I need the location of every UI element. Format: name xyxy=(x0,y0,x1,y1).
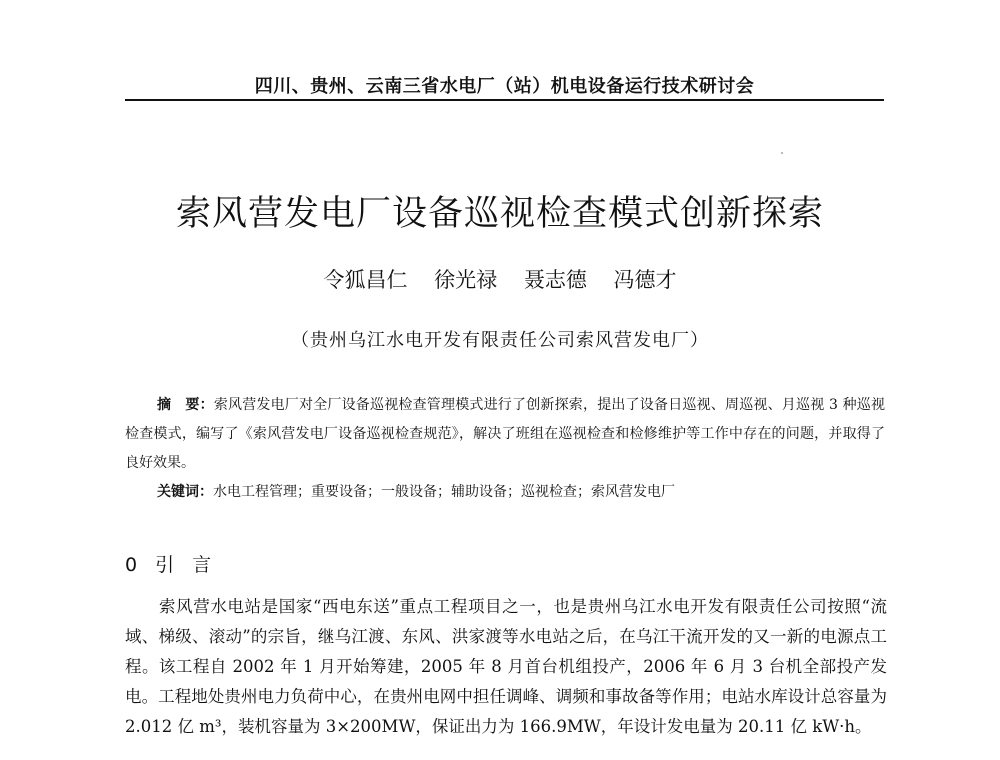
section-heading xyxy=(125,550,229,577)
paper-title: 索风营发电厂设备巡视检查模式创新探索 xyxy=(175,194,824,234)
keywords-text: 水电工程管理；重要设备；一般设备；辅助设备；巡视检查；索风营发电厂 xyxy=(213,484,675,500)
author-4: 冯德才 xyxy=(613,268,677,292)
author-2: 徐光禄 xyxy=(434,268,498,292)
abstract-label: 摘 要： xyxy=(157,397,214,413)
abstract xyxy=(125,391,885,478)
scan-speck xyxy=(781,152,783,154)
section-number: 0 xyxy=(125,554,138,576)
section-title: 引言 xyxy=(155,554,230,576)
author-3: 聂志德 xyxy=(523,268,587,292)
keywords-label: 关键词： xyxy=(157,484,213,500)
header-rule xyxy=(125,99,884,101)
body-paragraph: 索风营水电站是国家“西电东送”重点工程项目之一，也是贵州乌江水电开发有限责任公司按照“流域、梯级、滚动”的宗旨，继乌江渡、东风、洪家渡等水电站之后，在乌江干流开发的又一新的电源点工程。该工程自 2002 年 1 月开始筹建，2005 年 8 月首台机组投产，2006 年 6 月 3 台机全部投产发电。工程地处贵州电力负荷中心，在贵州电网中担任调峰、调频和事故备等作用；电站水库设计总容量为 2.012 亿 m³，装机容量为 3×200MW，保证出力为 166.9MW，年设计发电量为 20.11 亿 kW·h。 xyxy=(125,597,887,736)
running-header: 四川、贵州、云南三省水电厂（站）机电设备运行技术研讨会 xyxy=(254,76,755,97)
abstract-text: 索风营发电厂对全厂设备巡视检查管理模式进行了创新探索，提出了设备日巡视、周巡视、月巡视 3 种巡视检查模式，编写了《索风营发电厂设备巡视检查规范》，解决了班组在巡视检查和检修维护等工作中存在的问题，并取得了良好效果。 xyxy=(125,397,886,471)
keywords xyxy=(157,481,877,503)
affiliation: （贵州乌江水电开发有限责任公司索风营发电厂） xyxy=(291,330,709,351)
author-1: 令狐昌仁 xyxy=(323,268,408,292)
author-list xyxy=(100,264,900,294)
